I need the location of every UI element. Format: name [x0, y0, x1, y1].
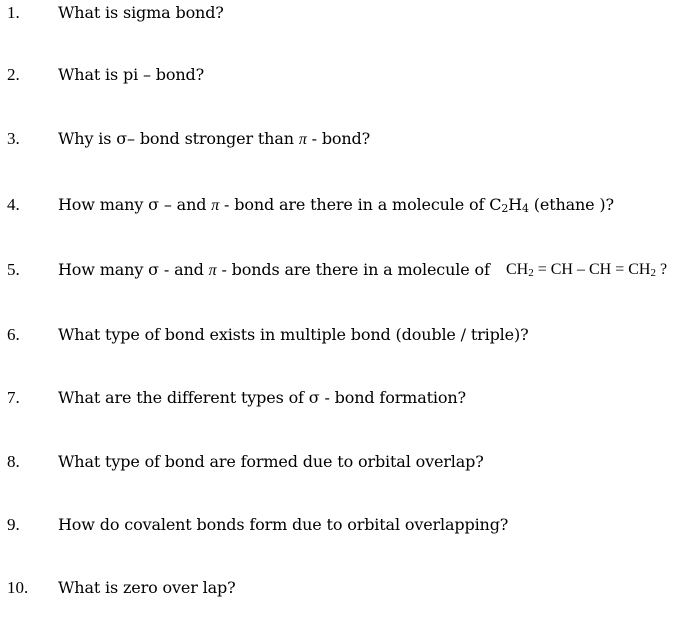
pi-symbol: π: [298, 131, 307, 148]
question-number: 1.: [7, 3, 20, 22]
question-text: What type of bond exists in multiple bond (double / triple)?: [58, 325, 529, 344]
question-item: [0, 450, 681, 474]
sigma-symbol: σ: [116, 129, 128, 148]
pi-symbol: π: [211, 197, 220, 214]
question-text: How many σ – and π - bond are there in a molecule of $C_2H_4$ (ethane )?: [58, 195, 614, 215]
pi-symbol: π: [208, 262, 217, 279]
question-number: 8.: [7, 452, 20, 471]
sigma-symbol: σ: [148, 260, 159, 279]
question-text: What is pi – bond?: [58, 65, 205, 84]
question-item: [0, 386, 681, 410]
question-item: [0, 513, 681, 537]
question-text: How do covalent bonds form due to orbital overlapping?: [58, 515, 509, 534]
question-item: [0, 127, 681, 151]
question-number: 3.: [7, 129, 20, 148]
question-text: What is sigma bond?: [58, 3, 224, 22]
question-number: 9.: [7, 515, 20, 534]
question-number: 10.: [7, 578, 29, 597]
question-item: [0, 323, 681, 347]
question-text: What are the different types of σ - bond formation?: [58, 388, 466, 407]
question-item: [0, 258, 681, 282]
question-item: [0, 576, 681, 600]
question-item: [0, 63, 681, 87]
question-text: How many σ - and π - bonds are there in a molecule of: [58, 260, 490, 279]
sigma-symbol: σ: [308, 388, 320, 407]
question-text: What type of bond are formed due to orbital overlap?: [58, 452, 484, 471]
question-number: 4.: [7, 195, 20, 214]
chemical-formula: $CH_2$ = CH – CH = $CH_2$ ?: [506, 261, 668, 279]
question-number: 5.: [7, 260, 20, 279]
sigma-symbol: σ: [148, 195, 159, 214]
question-number: 2.: [7, 65, 20, 84]
question-item: [0, 193, 681, 217]
question-item: [0, 1, 681, 25]
question-text: Why is σ– bond stronger than π - bond?: [58, 129, 371, 148]
question-text: What is zero over lap?: [58, 578, 236, 597]
question-number: 7.: [7, 388, 20, 407]
question-number: 6.: [7, 325, 20, 344]
